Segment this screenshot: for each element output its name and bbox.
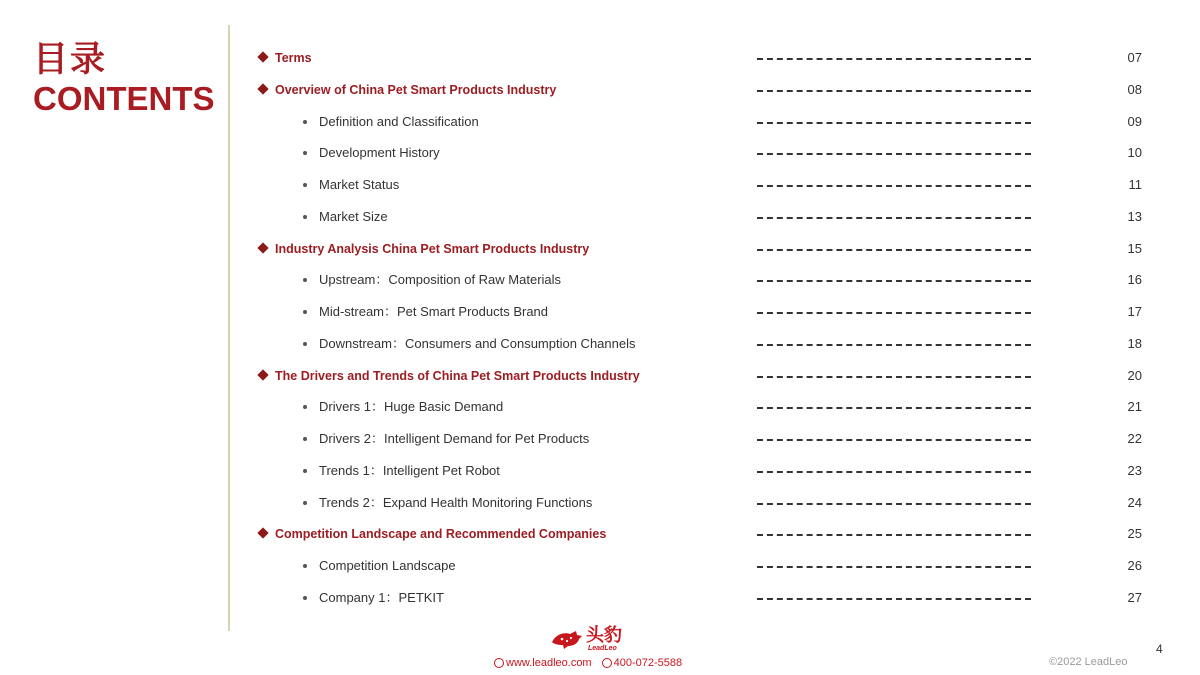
toc-page-number: 16 [1127,272,1142,287]
toc-label: Development History [319,145,440,160]
toc-label: Upstream：Composition of Raw Materials [319,272,562,287]
toc-page-number: 20 [1127,368,1142,383]
bullet-icon [303,405,307,409]
bullet-icon [303,151,307,155]
toc-subsection[interactable] [0,397,1200,417]
toc-page-number: 24 [1127,495,1142,510]
dotted-leader [757,566,1031,568]
diamond-icon [257,369,268,380]
toc-label: Mid-stream：Pet Smart Products Brand [319,304,549,319]
title-english: CONTENTS [33,80,215,117]
toc-label: Competition Landscape and Recommended Companies [275,527,607,541]
toc-page-number: 13 [1127,209,1142,224]
toc-label: Trends 1：Intelligent Pet Robot [319,463,500,478]
toc-label: Market Size [319,209,388,224]
toc-page-number: 22 [1127,431,1142,446]
toc-page-number: 15 [1127,241,1142,256]
toc-section[interactable] [0,366,1200,386]
globe-icon [494,658,504,668]
toc-page-number: 23 [1127,463,1142,478]
toc-label: Definition and Classification [319,114,479,129]
bullet-icon [303,469,307,473]
toc-subsection[interactable] [0,429,1200,449]
dotted-leader [757,153,1031,155]
copyright: ©2022 LeadLeo [1049,656,1128,668]
toc-page-number: 25 [1127,526,1142,541]
toc-subsection[interactable] [0,207,1200,227]
footer-logo [550,626,640,656]
dotted-leader [757,407,1031,409]
toc-page-number: 08 [1127,82,1142,97]
toc-label: Terms [275,51,312,65]
toc-page-number: 09 [1127,114,1142,129]
toc-page-number: 18 [1127,336,1142,351]
dotted-leader [757,471,1031,473]
diamond-icon [257,83,268,94]
bullet-icon [303,183,307,187]
bullet-icon [303,215,307,219]
bullet-icon [303,310,307,314]
toc-label: Industry Analysis China Pet Smart Products Industry [275,242,590,256]
dotted-leader [757,503,1031,505]
dotted-leader [757,280,1031,282]
bullet-icon [303,564,307,568]
dotted-leader [757,185,1031,187]
toc-section[interactable] [0,48,1200,68]
bullet-icon [303,120,307,124]
dotted-leader [757,312,1031,314]
logo-english-text: LeadLeo [588,645,617,652]
phone-icon [602,658,612,668]
toc-page-number: 26 [1127,558,1142,573]
bullet-icon [303,596,307,600]
dotted-leader [757,249,1031,251]
footer-contact [494,656,682,670]
toc-label: Drivers 2：Intelligent Demand for Pet Products [319,431,590,446]
website-link[interactable]: www.leadleo.com [506,657,592,669]
dotted-leader [757,439,1031,441]
toc-subsection[interactable] [0,302,1200,322]
diamond-icon [257,527,268,538]
toc-subsection[interactable] [0,334,1200,354]
toc-subsection[interactable] [0,175,1200,195]
phone-number: 400-072-5588 [613,657,683,669]
bullet-icon [303,501,307,505]
toc-section[interactable] [0,524,1200,544]
toc-label: Market Status [319,177,400,192]
toc-label: The Drivers and Trends of China Pet Smart Products Industry [275,369,640,383]
dotted-leader [757,90,1031,92]
toc-subsection[interactable] [0,461,1200,481]
toc-label: Overview of China Pet Smart Products Industry [275,83,557,97]
bullet-icon [303,342,307,346]
dotted-leader [757,217,1031,219]
toc-subsection[interactable] [0,588,1200,608]
toc-page-number: 27 [1127,590,1142,605]
page-number: 4 [1156,642,1163,656]
dotted-leader [757,122,1031,124]
toc-label: Trends 2：Expand Health Monitoring Functions [319,495,593,510]
toc-page-number: 21 [1127,399,1142,414]
dotted-leader [757,376,1031,378]
toc-subsection[interactable] [0,556,1200,576]
title-chinese: 目录 [33,40,108,80]
dotted-leader [757,598,1031,600]
toc-section[interactable] [0,80,1200,100]
toc-page-number: 07 [1127,50,1142,65]
toc-page-number: 17 [1127,304,1142,319]
bullet-icon [303,437,307,441]
toc-label: Competition Landscape [319,558,456,573]
diamond-icon [257,51,268,62]
logo-chinese-text: 头豹 [586,625,622,646]
bullet-icon [303,278,307,282]
toc-page-number: 10 [1127,145,1142,160]
toc-page-number: 11 [1128,177,1142,192]
toc-section[interactable] [0,239,1200,259]
toc-subsection[interactable] [0,270,1200,290]
dotted-leader [757,344,1031,346]
leopard-logo-icon [550,628,584,650]
dotted-leader [757,534,1031,536]
toc-label: Drivers 1：Huge Basic Demand [319,399,504,414]
diamond-icon [257,242,268,253]
toc-label: Downstream：Consumers and Consumption Channels [319,336,636,351]
dotted-leader [757,58,1031,60]
toc-subsection[interactable] [0,143,1200,163]
toc-subsection[interactable] [0,112,1200,132]
toc-subsection[interactable] [0,493,1200,513]
toc-label: Company 1：PETKIT [319,590,444,605]
